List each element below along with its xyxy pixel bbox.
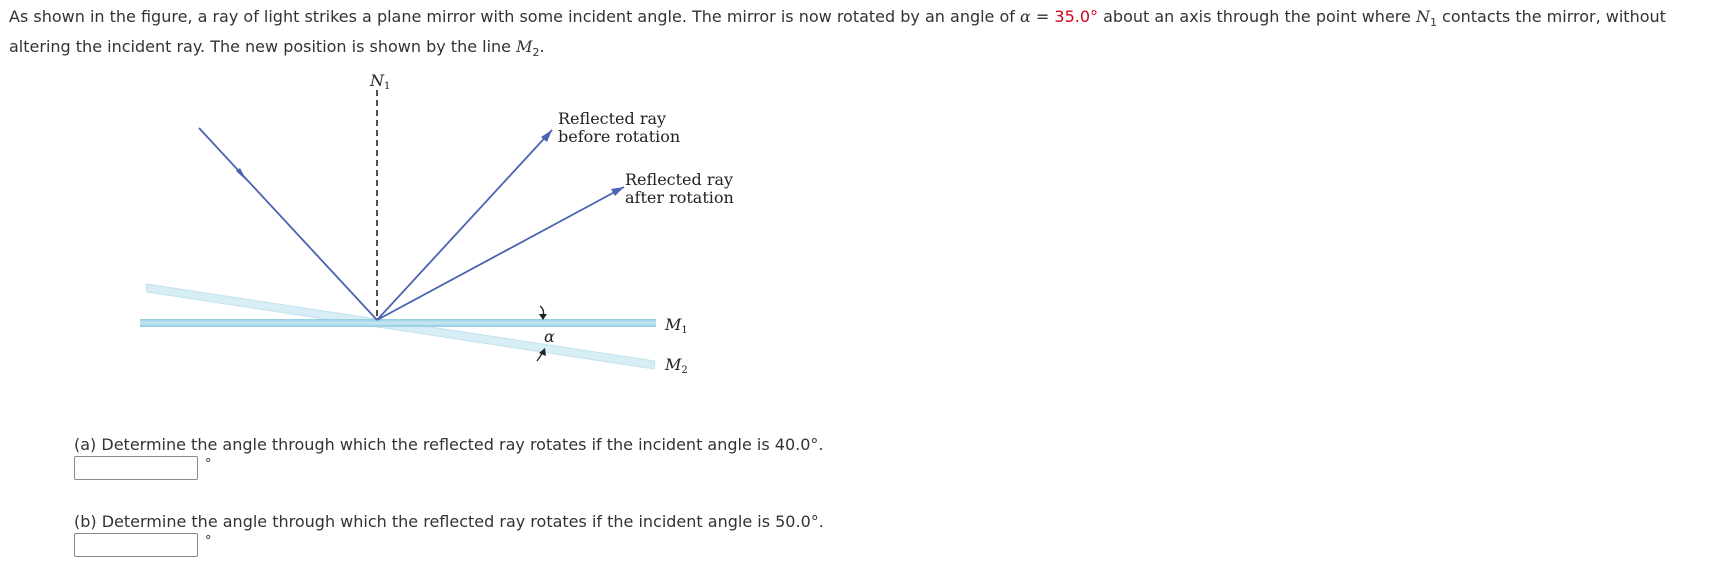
answer-a-input[interactable] (74, 456, 198, 480)
mirror-m2-label: M2 (665, 355, 688, 376)
m-subscript: 2 (532, 46, 540, 59)
answer-a-unit: ° (205, 457, 212, 472)
question-b-text: (b) Determine the angle through which the reflected ray rotates if the incident angle is 50.0°. (74, 512, 824, 531)
intro-end: . (539, 37, 545, 56)
alpha-symbol: α (1020, 7, 1031, 26)
reflected-ray-before (377, 130, 552, 320)
alpha-value: 35.0° (1054, 7, 1099, 26)
mirror-m1-label: M1 (665, 315, 688, 336)
n-subscript: 1 (1429, 16, 1437, 29)
alpha-label: α (544, 327, 555, 346)
normal-label: N1 (370, 71, 391, 92)
question-a-text: (a) Determine the angle through which the reflected ray rotates if the incident angle is 40.0°. (74, 435, 824, 454)
incident-arrow-icon (236, 168, 247, 181)
incident-ray (199, 128, 377, 320)
mirror-m1 (140, 319, 656, 327)
reflected-after-label-2: after rotation (625, 188, 734, 207)
n-letter: N (1415, 7, 1430, 26)
answer-b-unit: ° (205, 534, 212, 549)
reflected-before-label-1: Reflected ray (558, 109, 667, 128)
problem-statement (9, 2, 1721, 62)
reflected-after-label-1: Reflected ray (625, 170, 734, 189)
m-letter: M (516, 37, 533, 56)
answer-b-input[interactable] (74, 533, 198, 557)
intro-text-1: As shown in the figure, a ray of light strikes a plane mirror with some incident angle. The mirror is now rotated by an angle of (9, 7, 1020, 26)
reflected-ray-after (377, 187, 624, 320)
alpha-equals: = (1030, 7, 1055, 26)
figure-svg (0, 70, 760, 420)
mirror-rotation-figure (0, 70, 760, 420)
intro-text-2: about an axis through the point where (1098, 7, 1416, 26)
intro-text-3: contacts the mirror, without altering the incident ray. The new position is shown by the line (9, 7, 1666, 56)
reflected-before-label-2: before rotation (558, 127, 681, 146)
reflected-after-arrow-icon (611, 187, 624, 196)
